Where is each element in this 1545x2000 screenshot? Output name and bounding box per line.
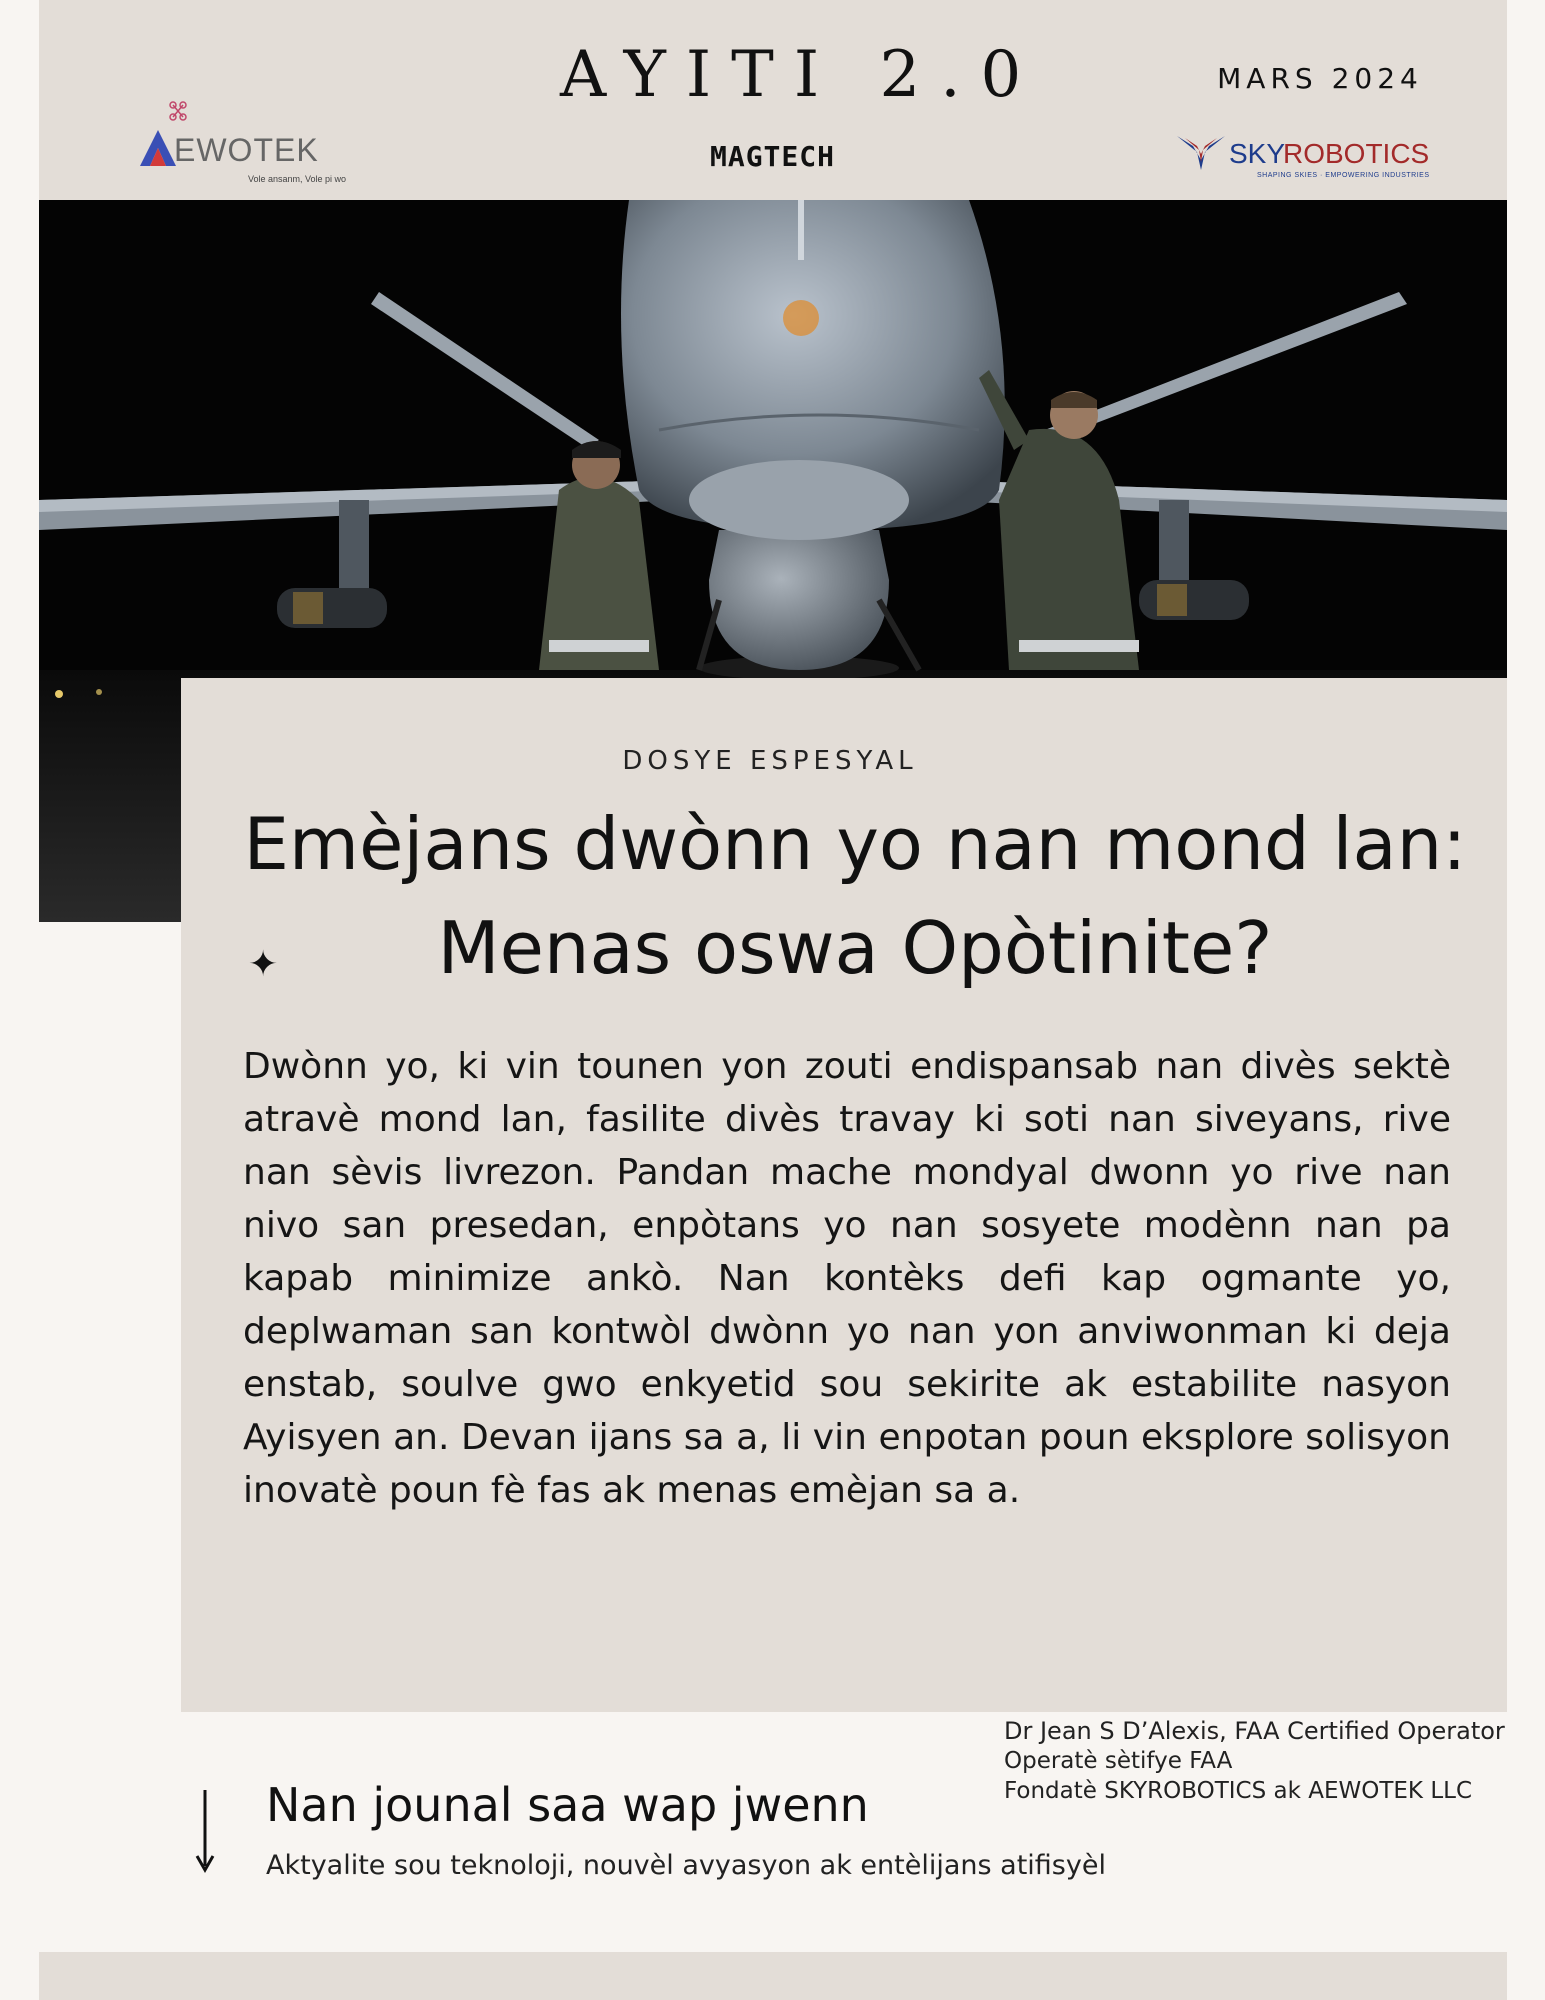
- section-kicker: DOSYE ESPESYAL: [622, 746, 918, 776]
- arrow-down-icon: [192, 1790, 218, 1874]
- aewotek-a-icon: [138, 128, 178, 168]
- aewotek-logo: [138, 100, 358, 190]
- skyrobotics-wordmark-sky: SKY: [1229, 138, 1286, 169]
- article-body: Dwònn yo, ki vin tounen yon zouti endispansab nan divès sektè atravè mond lan, fasilite divès travay ki soti nan siveyans, rive nan sèvis livrezon. Pandan mache mondyal dwonn yo rive nan nivo san presedan, enpòtans yo nan sosyete modènn nan pa kapab minimize ankò. Nan kontèks defi kap ogmante yo, deplwaman san kontwòl dwònn yo nan yon anviwonman ki deja enstab, soulve gwo enkyetid sou sekirite ak estabilite nasyon Ayisyen an. Devan ijans sa a, li vin enpotan poun eksplore solisyon inovatè poun fè fas ak menas emèjan sa a.: [243, 1046, 1451, 1511]
- skyrobotics-logo: [1175, 128, 1475, 188]
- promo-heading: Nan jounal saa wap jwenn: [266, 1778, 869, 1832]
- headline-line-1: Emèjans dwònn yo nan mond lan:: [243, 802, 1467, 886]
- issue-date: MARS 2024: [1217, 62, 1423, 95]
- footer-band: [39, 1952, 1507, 2000]
- skyrobotics-wing-icon: [1175, 132, 1227, 172]
- promo-subheading: Aktyalite sou teknoloji, nouvèl avyasyon ak entèlijans atifisyèl: [266, 1850, 1106, 1881]
- author-byline: [1004, 1716, 1524, 1806]
- article-headline: [200, 792, 1510, 1000]
- author-role: Fondatè SKYROBOTICS ak AEWOTEK LLC: [1004, 1778, 1473, 1804]
- drone-mark-icon: [168, 100, 188, 124]
- magazine-title: AYITI 2.0: [560, 38, 1042, 112]
- skyrobotics-tagline: SHAPING SKIES · EMPOWERING INDUSTRIES: [1257, 172, 1430, 179]
- aewotek-wordmark: EWOTEK: [174, 132, 319, 168]
- aewotek-tagline: Vole ansanm, Vole pi wo: [248, 174, 347, 184]
- skyrobotics-wordmark-robotics: ROBOTICS: [1283, 138, 1430, 169]
- author-name: Dr Jean S D’Alexis, FAA Certified Operator: [1004, 1717, 1505, 1745]
- author-credential: Operatè sètifye FAA: [1004, 1748, 1233, 1774]
- magazine-subtitle: MAGTECH: [709, 140, 835, 173]
- sparkle-icon: ✦: [248, 944, 279, 985]
- headline-line-2: Menas oswa Opòtinite?: [437, 906, 1273, 990]
